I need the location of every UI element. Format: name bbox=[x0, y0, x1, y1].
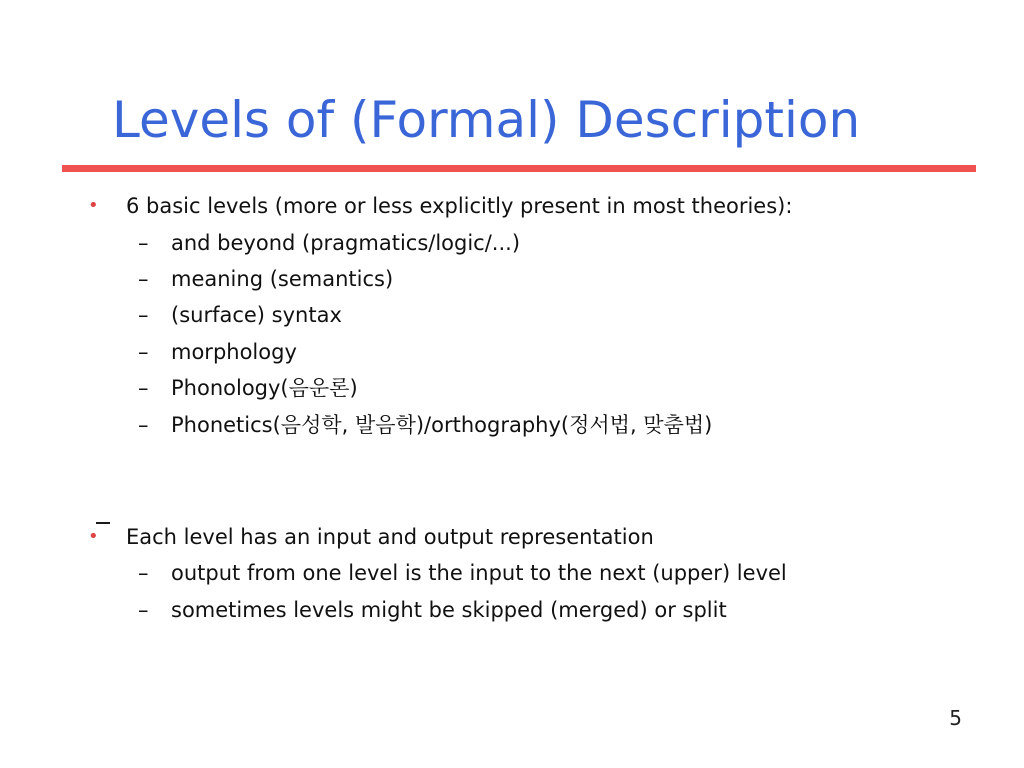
dash-marker-icon: – bbox=[138, 561, 149, 585]
dash-marker-icon: – bbox=[138, 413, 149, 437]
bullet-text: Each level has an input and output representation bbox=[126, 525, 654, 549]
bullet-text: 6 basic levels (more or less explicitly present in most theories): bbox=[126, 194, 793, 218]
bullet-marker-icon: • bbox=[88, 195, 99, 216]
bullet-marker-icon: • bbox=[88, 526, 99, 547]
dash-marker-icon: – bbox=[138, 598, 149, 622]
sub-bullet-text: meaning (semantics) bbox=[171, 267, 394, 291]
sub-bullet-text: sometimes levels might be skipped (merged) or split bbox=[171, 598, 727, 622]
sub-bullet-text: Phonetics(음성학, 발음학)/orthography(정서법, 맞춤법) bbox=[171, 413, 713, 437]
page-number: 5 bbox=[949, 706, 962, 730]
slide-title: Levels of (Formal) Description bbox=[112, 91, 861, 149]
sub-bullet-text: output from one level is the input to the next (upper) level bbox=[171, 561, 787, 585]
dash-marker-icon: – bbox=[138, 267, 149, 291]
dash-marker-icon: – bbox=[138, 231, 149, 255]
sub-bullet-text: and beyond (pragmatics/logic/...) bbox=[171, 231, 521, 255]
sub-bullet-text: Phonology(음운론) bbox=[171, 376, 358, 400]
dash-marker-icon: – bbox=[138, 303, 149, 327]
dash-marker-icon: – bbox=[138, 340, 149, 364]
sub-bullet-text: morphology bbox=[171, 340, 297, 364]
dash-marker-icon: – bbox=[138, 376, 149, 400]
sub-bullet-text: (surface) syntax bbox=[171, 303, 342, 327]
